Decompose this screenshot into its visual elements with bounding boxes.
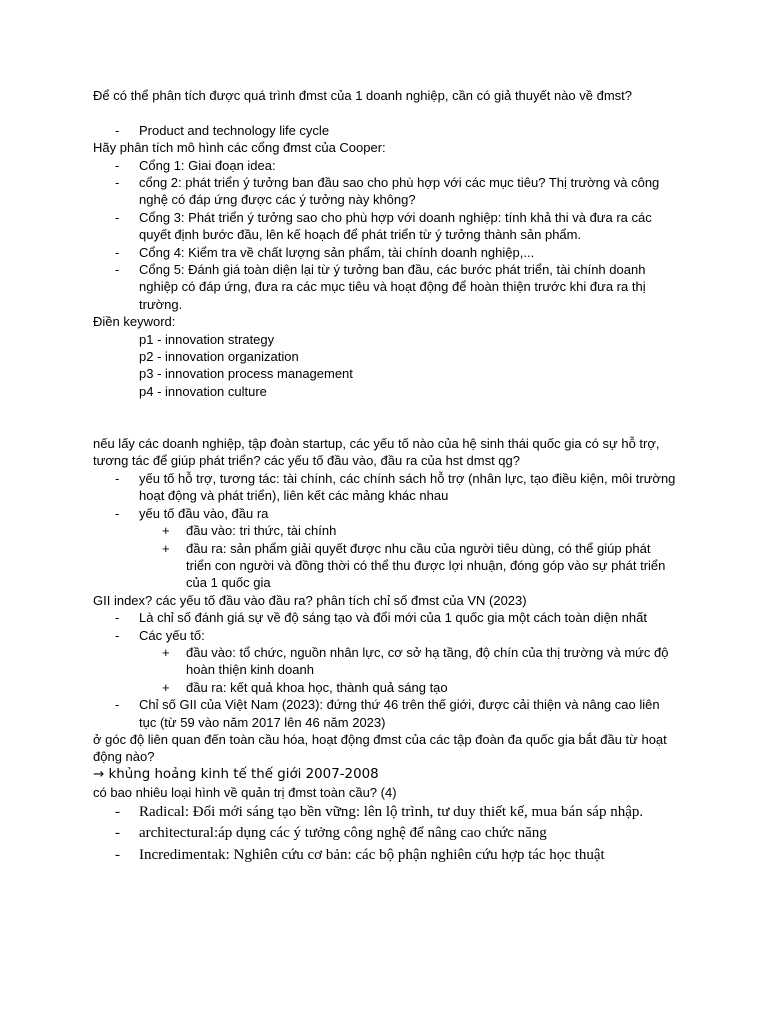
list-item: - Cổng 5: Đánh giá toàn diện lại từ ý tưởng ban đầu, các bước phát triển, tài chính doanh nghiệp có đáp ứng, đưa ra các mục tiêu và hoạt động để hoàn thiện trước khi đưa ra thị trường.	[115, 262, 646, 312]
document-body	[93, 87, 678, 866]
dash-bullet: -	[115, 157, 120, 173]
dash-bullet: -	[115, 846, 120, 863]
list-item: - architectural:áp dụng các ý tưởng công nghệ để nâng cao chức năng	[93, 823, 678, 845]
list-item: - cổng 2: phát triển ý tưởng ban đầu sao cho phù hợp với các mục tiêu? Thị trường và công nghệ có đáp ứng được các ý tưởng này không?	[115, 175, 660, 208]
list-item: - Product and technology life cycle	[115, 122, 330, 138]
list-item: - Các yếu tố:	[115, 627, 205, 643]
question-7-list	[93, 802, 678, 867]
question-1: Để có thể phân tích được quá trình đmst của 1 doanh nghiệp, cần có giả thuyết nào về đmst?	[93, 88, 633, 103]
sub-list-item: + đầu vào: tri thức, tài chính	[162, 523, 337, 539]
list-item: - yếu tố hỗ trợ, tương tác: tài chính, các chính sách hỗ trợ (nhân lực, tạo điều kiện, môi trường hoạt động và phát triển), liên kết các mảng khác nhau	[115, 470, 676, 504]
question-7: có bao nhiêu loại hình về quản trị đmst toàn cầu? (4)	[93, 785, 397, 801]
list-item: - Radical: Đổi mới sáng tạo bền vững: lên lộ trình, tư duy thiết kế, mua bán sáp nhập.	[93, 802, 678, 824]
dash-bullet: -	[115, 610, 120, 626]
question-2: Hãy phân tích mô hình các cổng đmst của Cooper:	[93, 140, 386, 156]
sub-list-item: + đầu vào: tổ chức, nguồn nhân lực, cơ sở hạ tầng, độ chín của thị trường và mức độ hoàn thiện kinh doanh	[162, 644, 669, 678]
question-2-list	[93, 157, 678, 314]
question-6-answer: → khủng hoảng kinh tế thế giới 2007-2008	[93, 766, 379, 782]
blank-line	[93, 418, 678, 435]
question-3: Điền keyword:	[93, 314, 176, 330]
dash-bullet: -	[115, 262, 120, 278]
question-5: GII index? các yếu tố đầu vào đầu ra? phân tích chỉ số đmst của VN (2023)	[93, 592, 527, 608]
dash-bullet: -	[115, 825, 120, 842]
list-item: - Là chỉ số đánh giá sự về độ sáng tạo và đổi mới của 1 quốc gia một cách toàn diện nhất	[115, 610, 647, 626]
question-1-list	[93, 122, 678, 139]
question-4: nếu lấy các doanh nghiệp, tập đoàn startup, các yếu tố nào của hệ sinh thái quốc gia có sự hỗ trợ, tương tác để giúp phát triển? các yếu tố đầu vào, đầu ra của hst dmst qg?	[93, 436, 660, 469]
keyword-line: p4 - innovation culture	[139, 383, 267, 399]
dash-bullet: -	[115, 122, 120, 138]
keyword-line: p1 - innovation strategy	[139, 331, 275, 347]
list-item: - Chỉ số GII của Việt Nam (2023): đứng thứ 46 trên thế giới, được cải thiện và nâng cao liên tục (từ 59 vào năm 2017 lên 46 năm 2023)	[115, 697, 660, 730]
list-item: - Cổng 3: Phát triển ý tưởng sao cho phù hợp với doanh nghiệp: tính khả thi và đưa ra các quyết định bước đầu, lên kế hoạch để phát triển từ ý tưởng thành sản phẩm.	[115, 209, 652, 243]
keyword-line: p2 - innovation organization	[139, 349, 299, 365]
blank-line	[93, 104, 678, 121]
plus-bullet: +	[162, 679, 170, 695]
list-item: - Incredimentak: Nghiên cứu cơ bản: các bộ phận nghiên cứu hợp tác học thuật	[93, 845, 678, 867]
dash-bullet: -	[115, 470, 120, 486]
dash-bullet: -	[115, 803, 120, 820]
plus-bullet: +	[162, 540, 170, 556]
question-5-list	[93, 609, 678, 731]
dash-bullet: -	[115, 244, 120, 260]
plus-bullet: +	[162, 644, 170, 660]
sub-list-item: + đầu ra: sản phẩm giải quyết được nhu cầu của người tiêu dùng, có thể giúp phát triển con người và đồng thời có thể thu được lợi nhuận, đóng góp vào sự phát triển của 1 quốc gia	[162, 540, 666, 591]
blank-line	[93, 400, 678, 417]
sub-list-item: + đầu ra: kết quả khoa học, thành quả sáng tạo	[162, 679, 448, 695]
dash-bullet: -	[115, 697, 120, 713]
dash-bullet: -	[115, 627, 120, 643]
keyword-line: p3 - innovation process management	[139, 366, 353, 382]
list-item: - yếu tố đầu vào, đầu ra	[115, 505, 269, 521]
dash-bullet: -	[115, 505, 120, 521]
list-item: - Cổng 1: Giai đoạn idea:	[115, 157, 276, 173]
question-6: ở góc độ liên quan đến toàn cầu hóa, hoạt động đmst của các tập đoàn đa quốc gia bắt đầu từ hoạt động nào?	[93, 731, 667, 765]
dash-bullet: -	[115, 209, 120, 225]
question-4-list	[93, 470, 678, 592]
plus-bullet: +	[162, 523, 170, 539]
list-item: - Cổng 4: Kiểm tra về chất lượng sản phẩm, tài chính doanh nghiệp,...	[115, 244, 535, 260]
dash-bullet: -	[115, 175, 120, 191]
